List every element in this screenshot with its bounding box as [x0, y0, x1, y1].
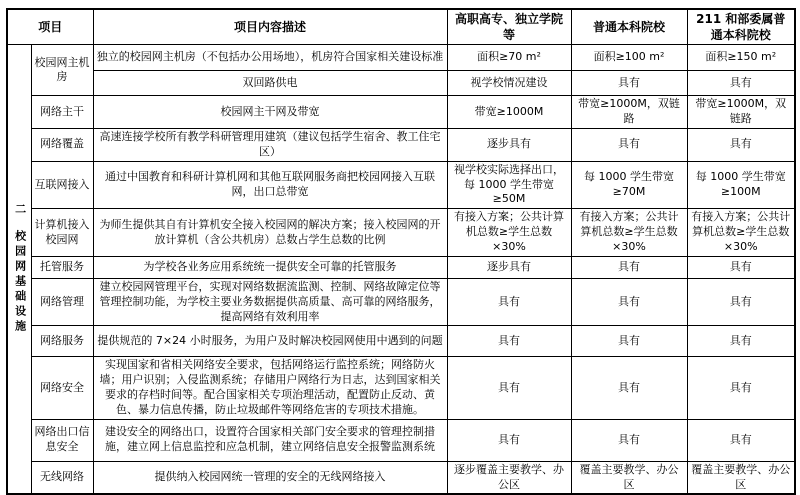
item-name-cell: 校园网主机房 — [31, 45, 93, 96]
item-desc-cell: 实现国家和省相关网络安全要求，包括网络运行监控系统；网络防火墙；用户识别；入侵监测系统；存储用户网络行为日志，达到国家相关要求的存档时间等。配合国家相关专项治理活动，配置防止反动、黄色、暴力信息传播，防止垃圾邮件等网络危害的专项技术措施。 — [93, 357, 447, 419]
item-desc-cell: 建设安全的网络出口，设置符合国家相关部门安全要求的管理控制措施，建立网上信息监控和应急机制，建立网络信息安全报警监测系统 — [93, 419, 447, 461]
item-name-cell: 网络主干 — [31, 96, 93, 129]
value-cell-regular: 具有 — [571, 326, 687, 357]
table-row — [7, 326, 795, 357]
value-cell-vocational: 逐步具有 — [447, 129, 571, 162]
value-cell-regular: 覆盖主要教学、办公区 — [571, 461, 687, 494]
table-row — [7, 161, 795, 209]
item-desc-cell: 双回路供电 — [93, 71, 447, 96]
value-cell-vocational: 逐步具有 — [447, 256, 571, 278]
item-desc-cell: 高速连接学校所有教学科研管理用建筑（建议包括学生宿舍、教工住宅区） — [93, 129, 447, 162]
value-cell-vocational: 视学校情况建设 — [447, 71, 571, 96]
table-row — [7, 96, 795, 129]
value-cell-vocational: 面积≥70 m² — [447, 45, 571, 71]
item-name-cell: 托管服务 — [31, 256, 93, 278]
value-cell-211: 具有 — [687, 278, 795, 326]
value-cell-vocational: 具有 — [447, 326, 571, 357]
item-name-cell: 网络安全 — [31, 357, 93, 419]
col-header-description: 项目内容描述 — [93, 9, 447, 45]
col-header-vocational: 高职高专、独立学院等 — [447, 9, 571, 45]
value-cell-211: 面积≥150 m² — [687, 45, 795, 71]
item-name-cell: 无线网络 — [31, 461, 93, 494]
table-row — [7, 256, 795, 278]
value-cell-211: 具有 — [687, 419, 795, 461]
value-cell-regular: 具有 — [571, 357, 687, 419]
group-label: 校园网基础设施 — [13, 230, 27, 336]
value-cell-regular: 具有 — [571, 419, 687, 461]
item-name-cell: 网络服务 — [31, 326, 93, 357]
value-cell-vocational: 逐步覆盖主要教学、办公区 — [447, 461, 571, 494]
item-name-cell: 计算机接入校园网 — [31, 209, 93, 257]
table-row — [7, 461, 795, 494]
value-cell-211: 每 1000 学生带宽≥100M — [687, 161, 795, 209]
table-row — [7, 45, 795, 71]
value-cell-regular: 具有 — [571, 71, 687, 96]
col-header-regular: 普通本科院校 — [571, 9, 687, 45]
value-cell-211: 具有 — [687, 256, 795, 278]
item-desc-cell: 校园网主干网及带宽 — [93, 96, 447, 129]
value-cell-vocational: 视学校实际选择出口，每 1000 学生带宽≥50M — [447, 161, 571, 209]
item-name-cell: 互联网接入 — [31, 161, 93, 209]
value-cell-regular: 具有 — [571, 256, 687, 278]
item-desc-cell: 独立的校园网主机房（不包括办公用场地），机房符合国家相关建设标准 — [93, 45, 447, 71]
table-row — [7, 357, 795, 419]
item-desc-cell: 通过中国教育和科研计算机网和其他互联网服务商把校园网接入互联网，出口总带宽 — [93, 161, 447, 209]
value-cell-regular: 带宽≥1000M，双链路 — [571, 96, 687, 129]
value-cell-vocational: 具有 — [447, 357, 571, 419]
table-row — [7, 71, 795, 96]
infrastructure-spec-table — [6, 8, 796, 495]
value-cell-211: 具有 — [687, 71, 795, 96]
value-cell-vocational: 带宽≥1000M — [447, 96, 571, 129]
value-cell-211: 有接入方案；公共计算机总数≥学生总数×30% — [687, 209, 795, 257]
table-row — [7, 209, 795, 257]
value-cell-regular: 每 1000 学生带宽≥70M — [571, 161, 687, 209]
group-number: 二 — [13, 203, 27, 219]
value-cell-regular: 面积≥100 m² — [571, 45, 687, 71]
table-row — [7, 129, 795, 162]
col-header-211: 211 和部委属普通本科院校 — [687, 9, 795, 45]
item-name-cell: 网络覆盖 — [31, 129, 93, 162]
value-cell-regular: 具有 — [571, 129, 687, 162]
table-row — [7, 278, 795, 326]
col-header-item: 项目 — [7, 9, 93, 45]
value-cell-211: 具有 — [687, 129, 795, 162]
item-desc-cell: 为师生提供其自有计算机安全接入校园网的解决方案；接入校园网的开放计算机（含公共机房）总数占学生总数的比例 — [93, 209, 447, 257]
value-cell-regular: 具有 — [571, 278, 687, 326]
item-name-cell: 网络管理 — [31, 278, 93, 326]
item-desc-cell: 提供规范的 7×24 小时服务，为用户及时解决校园网使用中遇到的问题 — [93, 326, 447, 357]
item-name-cell: 网络出口信息安全 — [31, 419, 93, 461]
value-cell-211: 具有 — [687, 326, 795, 357]
item-desc-cell: 为学校各业务应用系统统一提供安全可靠的托管服务 — [93, 256, 447, 278]
group-label-cell — [7, 45, 31, 495]
value-cell-211: 具有 — [687, 357, 795, 419]
value-cell-211: 覆盖主要教学、办公区 — [687, 461, 795, 494]
value-cell-211: 带宽≥1000M，双链路 — [687, 96, 795, 129]
value-cell-vocational: 有接入方案；公共计算机总数≥学生总数×30% — [447, 209, 571, 257]
value-cell-vocational: 具有 — [447, 278, 571, 326]
value-cell-vocational: 具有 — [447, 419, 571, 461]
value-cell-regular: 有接入方案；公共计算机总数≥学生总数×30% — [571, 209, 687, 257]
header-row — [7, 9, 795, 45]
item-desc-cell: 提供纳入校园网统一管理的安全的无线网络接入 — [93, 461, 447, 494]
item-desc-cell: 建立校园网管理平台，实现对网络数据流监测、控制、网络故障定位等管理控制功能，为学校主要业务数据提供高质量、高可靠的网络服务，提高网络有效利用率 — [93, 278, 447, 326]
